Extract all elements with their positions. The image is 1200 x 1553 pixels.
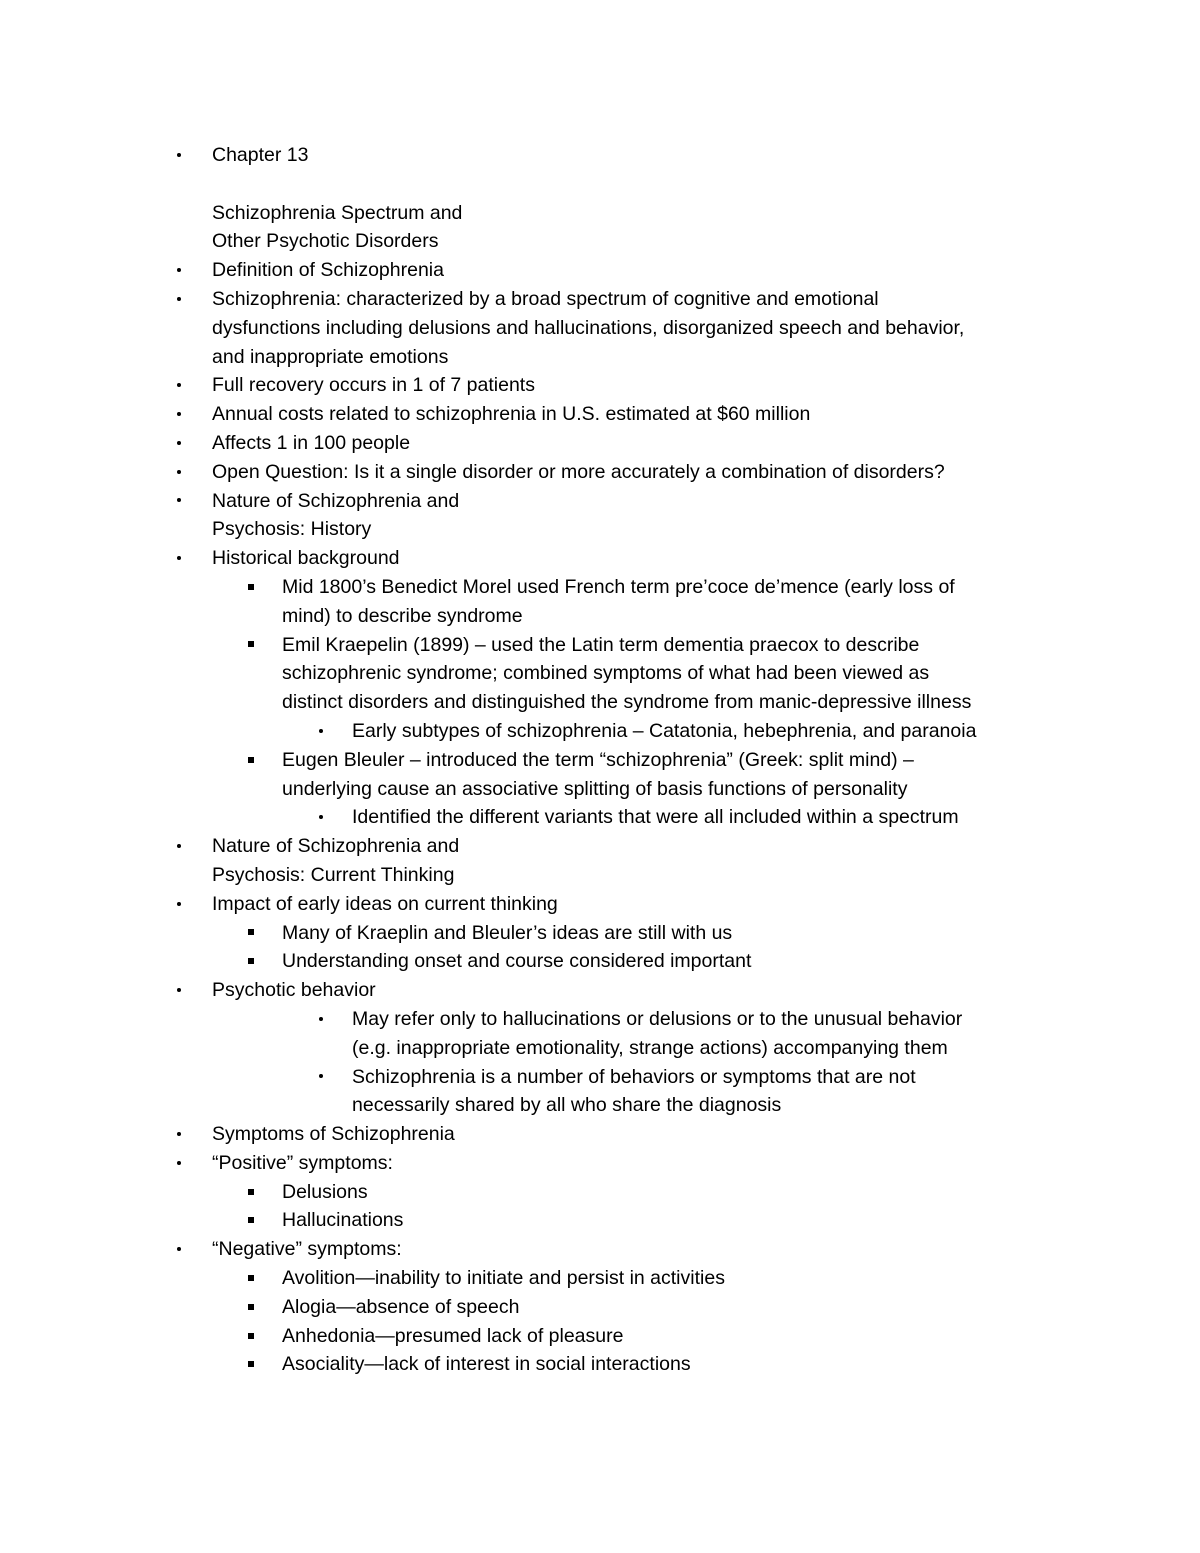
round-bullet-icon xyxy=(172,141,186,170)
outline-line xyxy=(0,1293,1200,1322)
square-bullet-icon xyxy=(244,919,258,948)
outline-text: Other Psychotic Disorders xyxy=(212,230,439,253)
square-bullet-icon xyxy=(244,1264,258,1293)
outline-text: Alogia—absence of speech xyxy=(282,1295,520,1318)
outline-line xyxy=(0,1091,1200,1120)
outline-text: Many of Kraeplin and Bleuler’s ideas are still with us xyxy=(282,921,733,944)
outline-line xyxy=(0,1178,1200,1207)
outline-line xyxy=(0,487,1200,516)
outline-line xyxy=(0,832,1200,861)
outline-line xyxy=(0,947,1200,976)
outline-text: Historical background xyxy=(212,547,400,570)
outline-text: Delusions xyxy=(282,1180,368,1203)
outline-text: Anhedonia—presumed lack of pleasure xyxy=(282,1324,624,1347)
round-bullet-icon xyxy=(172,544,186,573)
outline-text: Affects 1 in 100 people xyxy=(212,431,411,454)
outline-text: Open Question: Is it a single disorder or more accurately a combination of disorders? xyxy=(212,460,945,483)
outline-text: underlying cause an associative splitting of basis functions of personality xyxy=(282,777,908,800)
outline-line xyxy=(0,1149,1200,1178)
outline-text: “Negative” symptoms: xyxy=(212,1238,402,1261)
outline-text: Definition of Schizophrenia xyxy=(212,259,444,282)
outline-line xyxy=(0,717,1200,746)
outline-text: Psychosis: Current Thinking xyxy=(212,863,455,886)
outline-text: May refer only to hallucinations or delusions or to the unusual behavior xyxy=(352,1007,963,1030)
outline-text: Mid 1800’s Benedict Morel used French term pre’coce de’mence (early loss of xyxy=(282,575,955,598)
outline-line xyxy=(0,1235,1200,1264)
outline-line xyxy=(0,631,1200,660)
outline-text: Schizophrenia Spectrum and xyxy=(212,201,463,224)
outline-text: Chapter 13 xyxy=(212,144,309,166)
round-bullet-icon xyxy=(314,803,328,832)
outline-text: dysfunctions including delusions and hallucinations, disorganized speech and behavior, xyxy=(212,316,965,339)
outline-line xyxy=(0,170,1200,199)
outline-line xyxy=(0,314,1200,343)
outline-line xyxy=(0,199,1200,228)
outline-line xyxy=(0,1350,1200,1379)
round-bullet-icon xyxy=(172,285,186,314)
outline-text: “Positive” symptoms: xyxy=(212,1151,393,1174)
outline-text: Avolition—inability to initiate and persist in activities xyxy=(282,1267,725,1290)
outline-text: Nature of Schizophrenia and xyxy=(212,489,460,512)
round-bullet-icon xyxy=(172,1235,186,1264)
outline-line xyxy=(0,458,1200,487)
outline-text: necessarily shared by all who share the diagnosis xyxy=(352,1094,782,1117)
outline-text: mind) to describe syndrome xyxy=(282,604,523,627)
outline-text: Nature of Schizophrenia and xyxy=(212,835,460,858)
outline-line xyxy=(0,285,1200,314)
round-bullet-icon xyxy=(172,1149,186,1178)
round-bullet-icon xyxy=(172,256,186,285)
square-bullet-icon xyxy=(244,1350,258,1379)
outline-text: schizophrenic syndrome; combined symptoms of what had been viewed as xyxy=(282,662,930,685)
square-bullet-icon xyxy=(244,631,258,660)
outline-line xyxy=(0,141,1200,170)
round-bullet-icon xyxy=(172,371,186,400)
outline-line xyxy=(0,1063,1200,1092)
round-bullet-icon xyxy=(172,976,186,1005)
square-bullet-icon xyxy=(244,1322,258,1351)
outline-line xyxy=(0,1322,1200,1351)
outline-line xyxy=(0,803,1200,832)
outline-text: Schizophrenia: characterized by a broad spectrum of cognitive and emotional xyxy=(212,287,879,310)
outline-line xyxy=(0,602,1200,631)
round-bullet-icon xyxy=(172,832,186,861)
round-bullet-icon xyxy=(172,400,186,429)
outline-text: Psychotic behavior xyxy=(212,979,376,1002)
outline-line xyxy=(0,371,1200,400)
outline-text: Schizophrenia is a number of behaviors or symptoms that are not xyxy=(352,1065,916,1088)
document-page xyxy=(0,141,1200,1379)
outline-text: (e.g. inappropriate emotionality, strange actions) accompanying them xyxy=(352,1036,948,1059)
outline-text: Annual costs related to schizophrenia in U.S. estimated at $60 million xyxy=(212,403,811,426)
outline-text: Understanding onset and course considered important xyxy=(282,950,752,973)
square-bullet-icon xyxy=(244,1178,258,1207)
outline-text: Identified the different variants that were all included within a spectrum xyxy=(352,806,959,829)
round-bullet-icon xyxy=(172,890,186,919)
outline-text: Asociality—lack of interest in social interactions xyxy=(282,1353,691,1376)
round-bullet-icon xyxy=(172,487,186,516)
outline-line xyxy=(0,746,1200,775)
outline-line xyxy=(0,544,1200,573)
outline-text: Symptoms of Schizophrenia xyxy=(212,1123,455,1146)
outline-line xyxy=(0,227,1200,256)
outline-line xyxy=(0,659,1200,688)
outline-line xyxy=(0,343,1200,372)
outline-line xyxy=(0,515,1200,544)
outline-line xyxy=(0,256,1200,285)
square-bullet-icon xyxy=(244,746,258,775)
outline-line xyxy=(0,688,1200,717)
round-bullet-icon xyxy=(172,458,186,487)
outline-text: and inappropriate emotions xyxy=(212,345,449,368)
round-bullet-icon xyxy=(314,717,328,746)
outline-text: Psychosis: History xyxy=(212,518,372,541)
round-bullet-icon xyxy=(314,1005,328,1034)
square-bullet-icon xyxy=(244,1293,258,1322)
round-bullet-icon xyxy=(172,1120,186,1149)
outline-text: Eugen Bleuler – introduced the term “schizophrenia” (Greek: split mind) – xyxy=(282,748,914,771)
outline-text: Emil Kraepelin (1899) – used the Latin term dementia praecox to describe xyxy=(282,633,920,656)
outline-line xyxy=(0,919,1200,948)
outline-text: distinct disorders and distinguished the syndrome from manic-depressive illness xyxy=(282,691,972,714)
square-bullet-icon xyxy=(244,1206,258,1235)
outline-text: Early subtypes of schizophrenia – Catatonia, hebephrenia, and paranoia xyxy=(352,719,977,742)
outline-line xyxy=(0,775,1200,804)
outline-text: Impact of early ideas on current thinking xyxy=(212,892,558,915)
outline-line xyxy=(0,1005,1200,1034)
outline-line xyxy=(0,1264,1200,1293)
outline-line xyxy=(0,976,1200,1005)
square-bullet-icon xyxy=(244,573,258,602)
round-bullet-icon xyxy=(314,1063,328,1092)
outline-line xyxy=(0,1120,1200,1149)
outline-line xyxy=(0,573,1200,602)
outline-line xyxy=(0,400,1200,429)
outline-text: Hallucinations xyxy=(282,1209,404,1232)
square-bullet-icon xyxy=(244,947,258,976)
outline-line xyxy=(0,429,1200,458)
outline-line xyxy=(0,890,1200,919)
outline-text: Full recovery occurs in 1 of 7 patients xyxy=(212,374,535,397)
round-bullet-icon xyxy=(172,429,186,458)
outline-line xyxy=(0,1034,1200,1063)
outline-line xyxy=(0,861,1200,890)
outline-line xyxy=(0,1206,1200,1235)
